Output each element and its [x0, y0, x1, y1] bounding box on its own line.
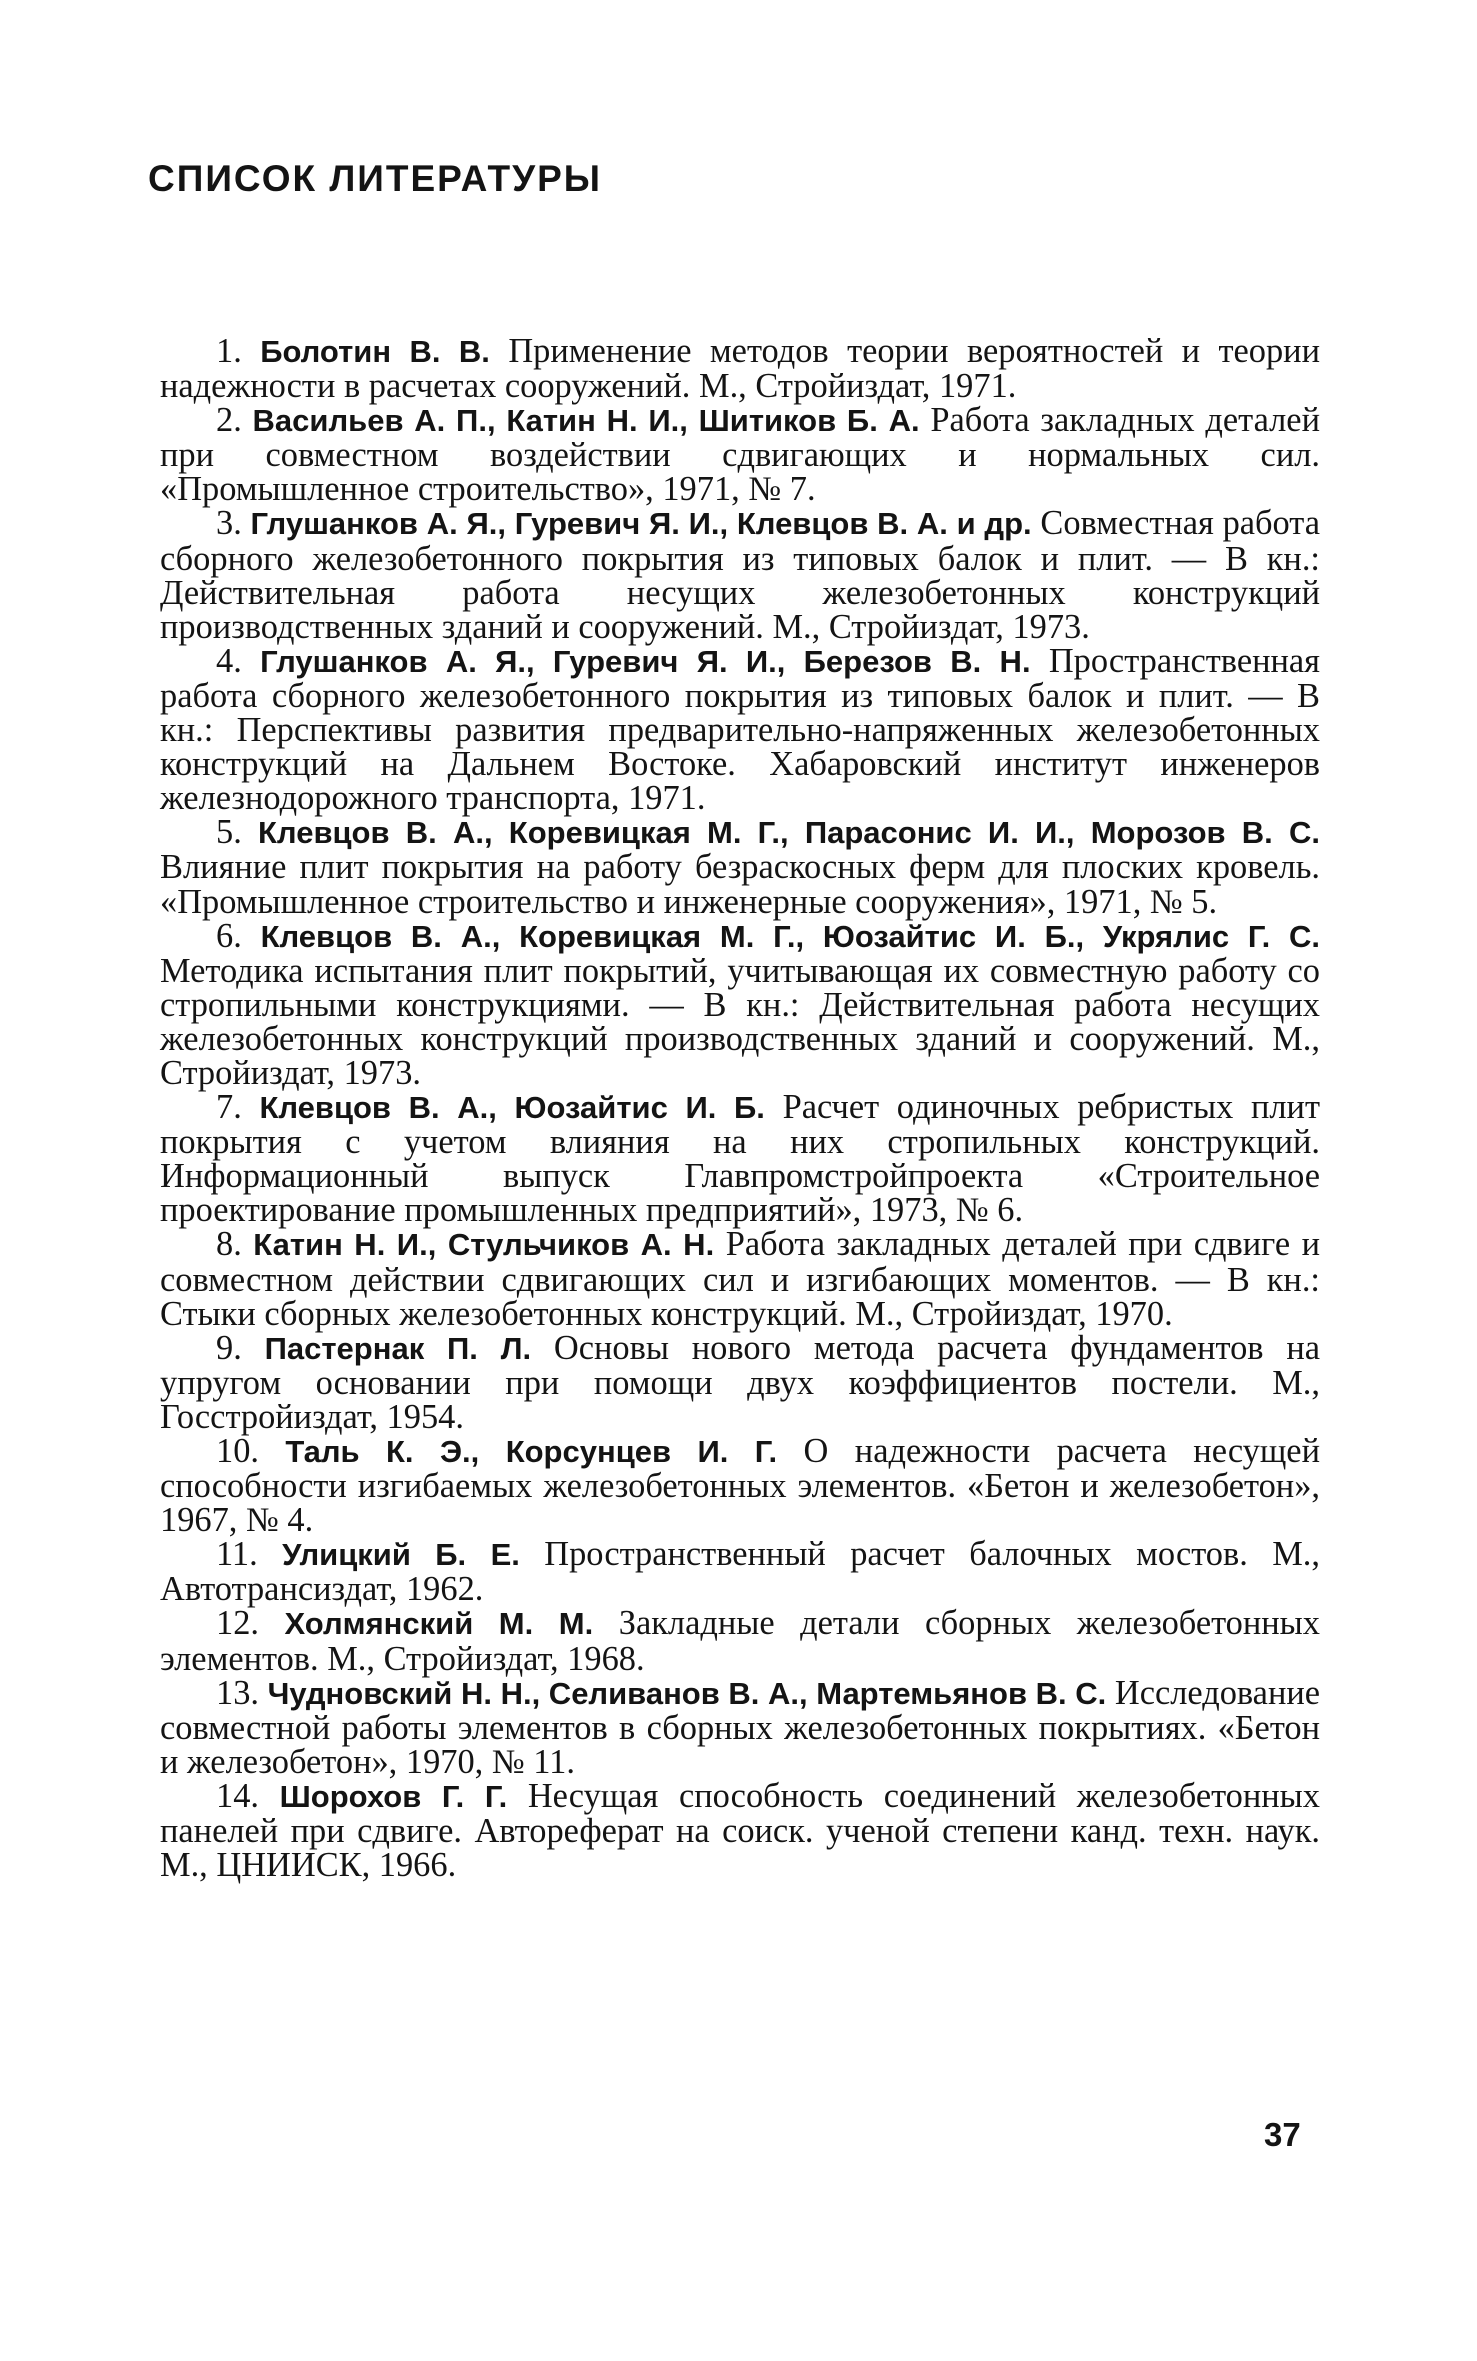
reference-list — [160, 332, 1321, 1885]
reference-number: 3. — [216, 504, 242, 543]
reference-item — [160, 332, 1320, 406]
reference-item — [160, 1328, 1320, 1436]
reference-number: 4. — [216, 641, 242, 680]
reference-number: 8. — [216, 1225, 242, 1264]
reference-authors: Болотин В. В. — [260, 334, 490, 369]
reference-text: Основы нового метода расчета фундаментов на упругом основании при помощи двух коэффициентов постели. М., Госстройиздат, 1954. — [160, 1328, 1320, 1436]
reference-item — [160, 401, 1320, 509]
reference-text: Расчет одиночных ребристых плит покрытия с учетом влияния на них стропильных конструкций. Информационный выпуск Главпромстройпроекта «Строительное проектирование промышленных предприятий», 1973, № 6. — [160, 1088, 1320, 1230]
reference-authors: Холмянский М. М. — [284, 1606, 594, 1642]
reference-item — [160, 1088, 1320, 1230]
reference-authors: Таль К. Э., Корсунцев И. Г. — [285, 1434, 778, 1469]
reference-text: Работа закладных деталей при сдвиге и совместном действии сдвигающих сил и изгибающих моментов. — В кн.: Стыки сборных железобетонных конструкций. М., Стройиздат, 1970. — [160, 1225, 1320, 1333]
reference-authors: Пастернак П. Л. — [264, 1330, 532, 1366]
reference-text: Работа закладных деталей при совместном воздействии сдвигающих и нормальных сил. «Промышленное строительство», 1971, № 7. — [160, 401, 1320, 509]
reference-number: 2. — [216, 401, 242, 440]
reference-text: Влияние плит покрытия на работу безраскосных ферм для плоских кровель. «Промышленное строительство и инженерные сооружения», 1971, № 5. — [160, 848, 1320, 921]
reference-number: 11. — [216, 1535, 258, 1574]
reference-authors: Васильев А. П., Катин Н. И., Шитиков Б. А. — [252, 403, 920, 439]
reference-text: Применение методов теории вероятностей и теории надежности в расчетах сооружений. М., Стройиздат, 1971. — [160, 332, 1320, 406]
reference-number: 12. — [216, 1604, 259, 1643]
reference-text: Закладные детали сборных железобетонных элементов. М., Стройиздат, 1968. — [160, 1604, 1320, 1678]
reference-authors: Шорохов Г. Г. — [279, 1778, 508, 1814]
reference-item — [160, 504, 1320, 646]
reference-number: 13. — [216, 1673, 259, 1712]
reference-item — [160, 916, 1320, 1092]
reference-item — [160, 1535, 1320, 1609]
page-number: 37 — [1264, 2116, 1301, 2153]
reference-text: Несущая способность соединений железобетонных панелей при сдвиге. Автореферат на соиск. ученой степени канд. техн. наук. М., ЦНИИСК, 1966. — [160, 1776, 1320, 1885]
reference-item — [160, 1604, 1320, 1678]
reference-authors: Улицкий Б. Е. — [282, 1537, 520, 1573]
reference-item — [160, 1776, 1320, 1885]
reference-number: 7. — [216, 1088, 242, 1127]
reference-authors: Клевцов В. А., Юозайтис И. Б. — [259, 1090, 765, 1126]
reference-number: 9. — [216, 1328, 242, 1367]
reference-text: Пространственный расчет балочных мостов. М., Автотрансиздат, 1962. — [160, 1535, 1320, 1609]
reference-authors: Глушанков А. Я., Гуревич Я. И., Клевцов В. А. и др. — [250, 506, 1032, 542]
reference-authors: Глушанков А. Я., Гуревич Я. И., Березов В. Н. — [260, 643, 1031, 679]
reference-number: 1. — [216, 332, 242, 370]
reference-item — [160, 1432, 1320, 1540]
reference-item — [160, 1673, 1321, 1781]
reference-text: О надежности расчета несущей способности изгибаемых железобетонных элементов. «Бетон и железобетон», 1967, № 4. — [160, 1432, 1320, 1540]
reference-text: Методика испытания плит покрытий, учитывающая их совместную работу со стропильными конструкциями. — В кн.: Действительная работа несущих железобетонных конструкций производственных зданий и сооружений. М., Стройиздат, 1973. — [160, 951, 1320, 1092]
reference-text: Исследование совместной работы элементов в сборных железобетонных покрытиях. «Бетон и железобетон», 1970, № 11. — [160, 1673, 1321, 1781]
reference-text: Пространственная работа сборного железобетонного покрытия из типовых балок и плит. — В кн.: Перспективы развития предварительно-напряженных железобетонных конструкций на Дальнем Востоке. Хабаровский институт инженеров железнодорожного транспорта, 1971. — [160, 641, 1320, 818]
reference-authors: Чудновский Н. Н., Селиванов В. А., Мартемьянов В. С. — [267, 1675, 1107, 1711]
reference-item — [160, 641, 1320, 818]
reference-authors: Клевцов В. А., Коревицкая М. Г., Юозайтис И. Б., Укрялис Г. С. — [260, 918, 1320, 954]
page-title: СПИСОК ЛИТЕРАТУРЫ — [148, 158, 603, 199]
reference-number: 6. — [216, 916, 242, 955]
reference-item — [160, 813, 1320, 921]
reference-number: 10. — [216, 1432, 259, 1470]
reference-text: Совместная работа сборного железобетонного покрытия из типовых балок и плит. — В кн.: Действительная работа несущих железобетонных конструкций производственных зданий и сооружений. М., Стройиздат, 1973. — [160, 504, 1320, 646]
reference-authors: Клевцов В. А., Коревицкая М. Г., Парасонис И. И., Морозов В. С. — [258, 815, 1320, 851]
reference-number: 14. — [216, 1776, 259, 1815]
reference-item — [160, 1225, 1320, 1333]
reference-authors: Катин Н. И., Стульчиков А. Н. — [253, 1227, 715, 1263]
reference-number: 5. — [216, 813, 242, 852]
